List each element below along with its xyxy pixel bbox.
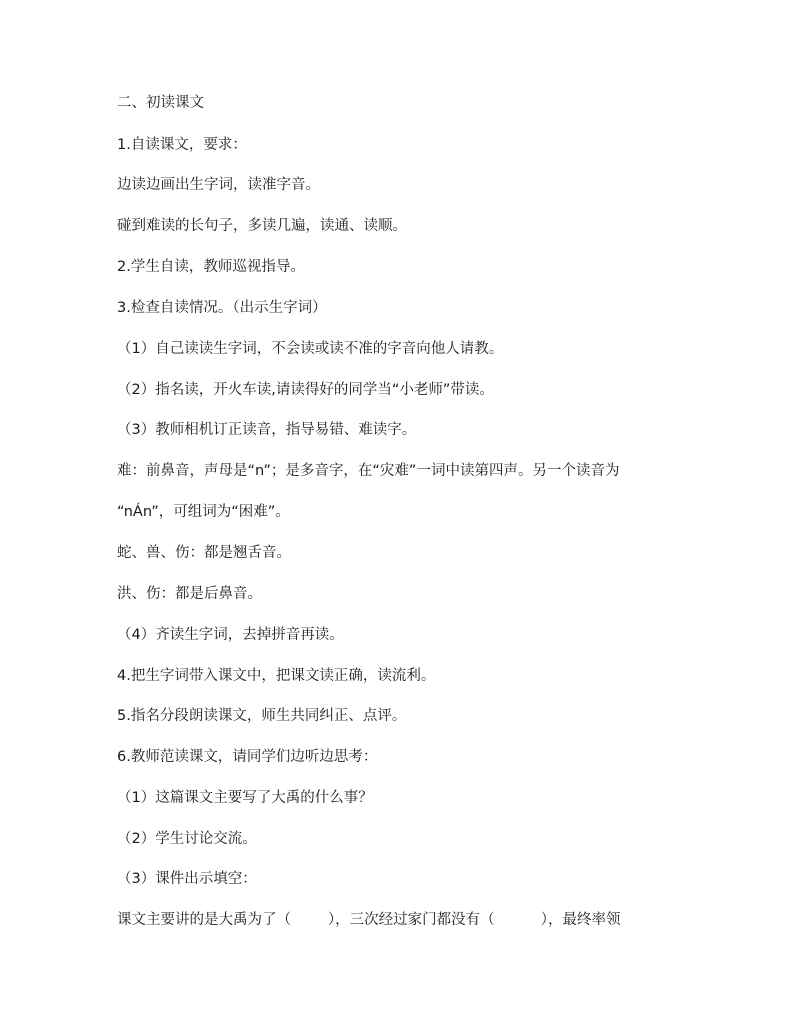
step-6-heading: 6.教师范读课文，请同学们边听边思考：	[117, 749, 378, 765]
question-item-1: （1）这篇课文主要写了大禹的什么事？	[117, 790, 373, 806]
step-1-heading: 1.自读课文，要求：	[117, 137, 247, 153]
sub-item-1: （1）自己读读生字词，不会读或读不准的字音向他人请教。	[117, 341, 504, 357]
sub-item-2: （2）指名读，开火车读,请读得好的同学当“小老师”带读。	[117, 382, 494, 398]
requirement-line-1: 边读边画出生字词，读准字音。	[117, 177, 320, 193]
section-heading: 二、初读课文	[117, 95, 204, 111]
note-line-2: “nÁn”，可组词为“困难”。	[117, 504, 290, 520]
note-line-4: 洪、伤：都是后鼻音。	[117, 586, 262, 602]
sub-item-4: （4）齐读生字词，去掉拼音再读。	[117, 627, 344, 643]
sub-item-3: （3）教师相机订正读音，指导易错、难读字。	[117, 422, 417, 438]
requirement-line-2: 碰到难读的长句子，多读几遍，读通、读顺。	[117, 218, 407, 234]
step-5-heading: 5.指名分段朗读课文，师生共同纠正、点评。	[117, 708, 407, 724]
fill-in-blank-line: 课文主要讲的是大禹为了（ ），三次经过家门都没有（ ），最终率领	[117, 912, 621, 928]
note-line-3: 蛇、兽、伤：都是翘舌音。	[117, 545, 291, 561]
question-item-3: （3）课件出示填空：	[117, 871, 257, 887]
note-line-1: 难：前鼻音，声母是“n”；是多音字，在“灾难”一词中读第四声。另一个读音为	[117, 463, 620, 479]
question-item-2: （2）学生讨论交流。	[117, 831, 257, 847]
step-3-heading: 3.检查自读情况。（出示生字词）	[117, 300, 327, 316]
step-2-heading: 2.学生自读，教师巡视指导。	[117, 259, 305, 275]
step-4-heading: 4.把生字词带入课文中，把课文读正确，读流利。	[117, 668, 436, 684]
